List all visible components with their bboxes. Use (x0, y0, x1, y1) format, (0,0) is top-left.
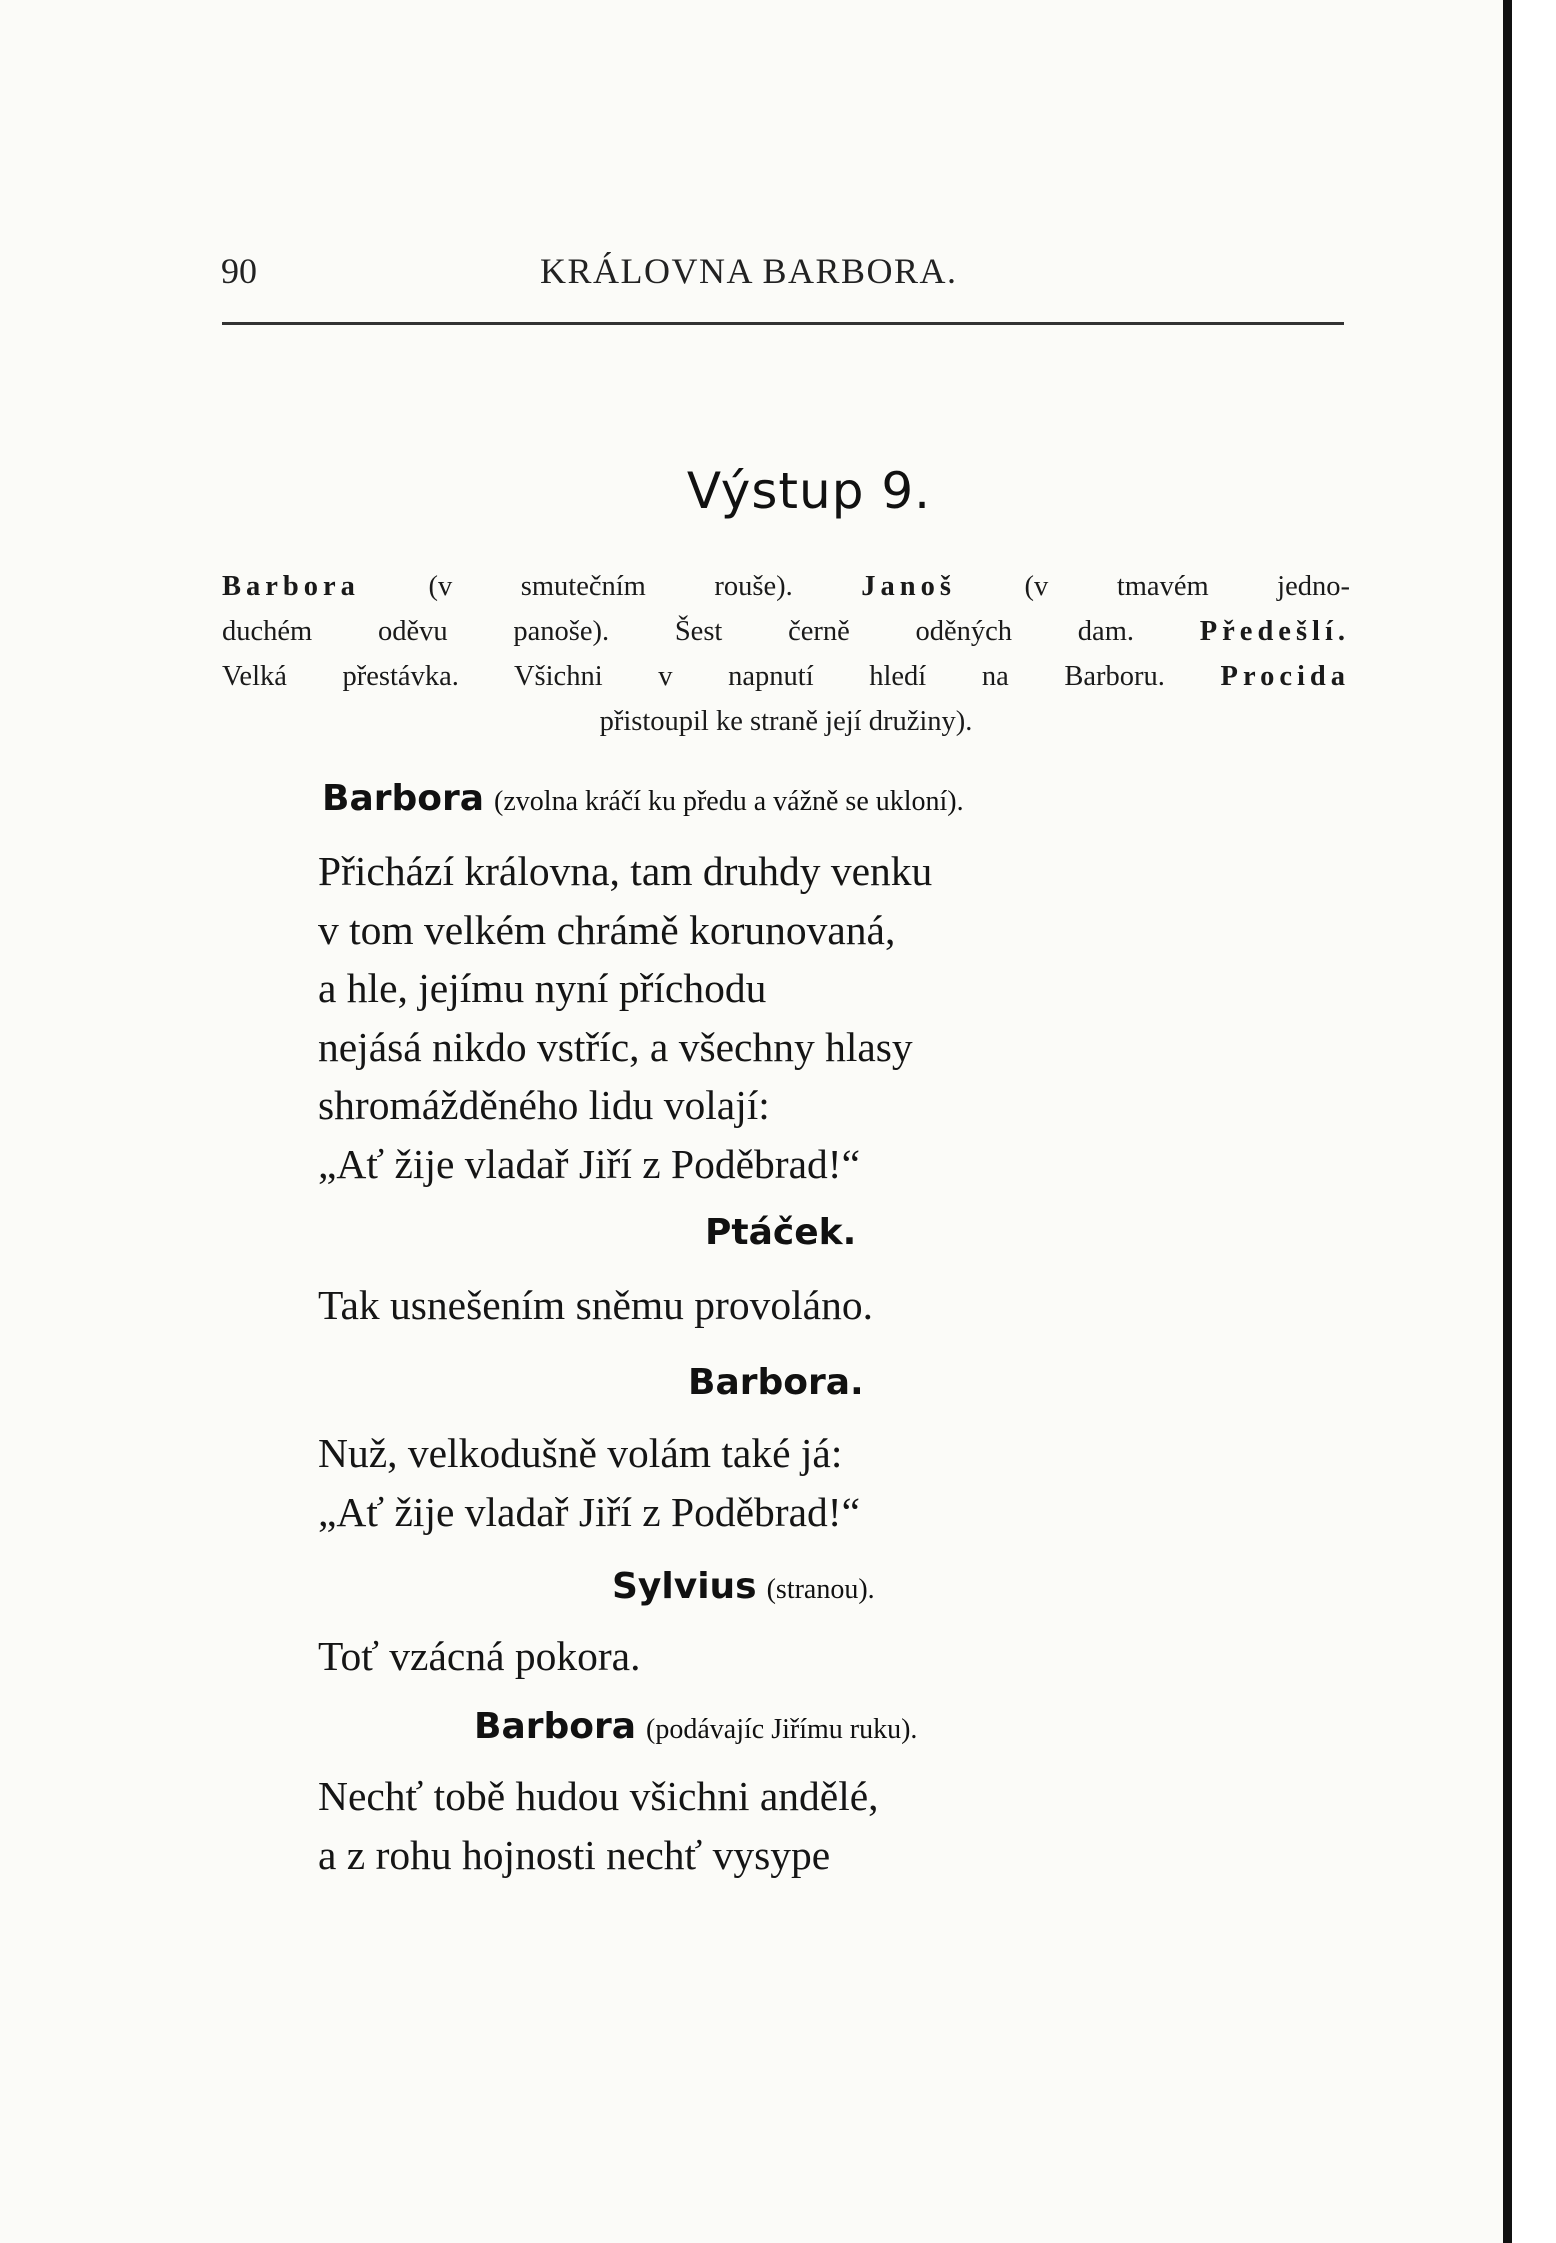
verse-block (318, 1627, 640, 1686)
verse-block (318, 1276, 873, 1335)
verse-line: Přichází královna, tam druhdy venku (318, 848, 933, 894)
speaker-name: Barbora. (688, 1362, 864, 1403)
verse-block (318, 842, 932, 1193)
speaker-name: Barbora (474, 1706, 637, 1747)
verse-line: shromážděného lidu volají: (318, 1082, 770, 1128)
verse-line: Toť vzácná pokora. (318, 1633, 641, 1679)
verse-line: „Ať žije vladař Jiří z Poděbrad!“ (318, 1140, 861, 1187)
speaker-heading (705, 1212, 856, 1253)
stage-direction-line (222, 654, 1350, 699)
speaker-note: (zvolna kráčí ku předu a vážně se ukloní). (494, 786, 964, 817)
scene-title: Výstup 9. (686, 462, 932, 520)
character-name: Procida (1220, 661, 1350, 692)
verse-line: a hle, jejímu nyní příchodu (318, 965, 767, 1011)
verse-line: nejásá nikdo vstříc, a všechny hlasy (318, 1023, 913, 1070)
verse-block (318, 1767, 879, 1884)
verse-line: Nechť tobě hudou všichni andělé, (318, 1773, 879, 1819)
character-name: Barbora (222, 571, 360, 602)
stage-direction-text: (v smutečním rouše). (359, 571, 862, 602)
speaker-heading (612, 1566, 875, 1607)
speaker-note: (stranou). (766, 1574, 875, 1605)
verse-line: Nuž, velkodušně volám také já: (318, 1430, 843, 1476)
speaker-heading (688, 1362, 864, 1403)
stage-direction-line (222, 564, 1350, 609)
speaker-name: Sylvius (612, 1566, 757, 1607)
character-name: Předešlí. (1199, 616, 1350, 647)
stage-direction-line: přistoupil ke straně její družiny). (599, 706, 973, 737)
stage-direction-text: (v tmavém jedno- (955, 571, 1350, 602)
character-name: Janoš (861, 571, 956, 602)
verse-line: Tak usnešením sněmu provoláno. (318, 1282, 873, 1328)
stage-direction (222, 564, 1350, 744)
speaker-name: Ptáček. (705, 1212, 857, 1253)
header-rule (222, 322, 1344, 325)
verse-line: v tom velkém chrámě korunovaná, (318, 906, 896, 953)
page-number: 90 (221, 251, 257, 291)
speaker-heading (322, 778, 964, 819)
stage-direction-text: duchém oděvu panoše). Šest černě oděných dam. (222, 616, 1200, 647)
verse-line: a z rohu hojnosti nechť vysype (318, 1831, 831, 1878)
verse-block (318, 1424, 860, 1541)
speaker-note: (podávajíc Jiřímu ruku). (646, 1714, 918, 1745)
speaker-heading (474, 1706, 917, 1747)
running-title: KRÁLOVNA BARBORA. (540, 251, 958, 291)
scan-border (1503, 0, 1556, 2243)
speaker-name: Barbora (322, 778, 485, 819)
verse-line: „Ať žije vladař Jiří z Poděbrad!“ (318, 1488, 861, 1535)
stage-direction-line (222, 609, 1350, 654)
stage-direction-text: Velká přestávka. Všichni v napnutí hledí na Barboru. (222, 661, 1221, 692)
